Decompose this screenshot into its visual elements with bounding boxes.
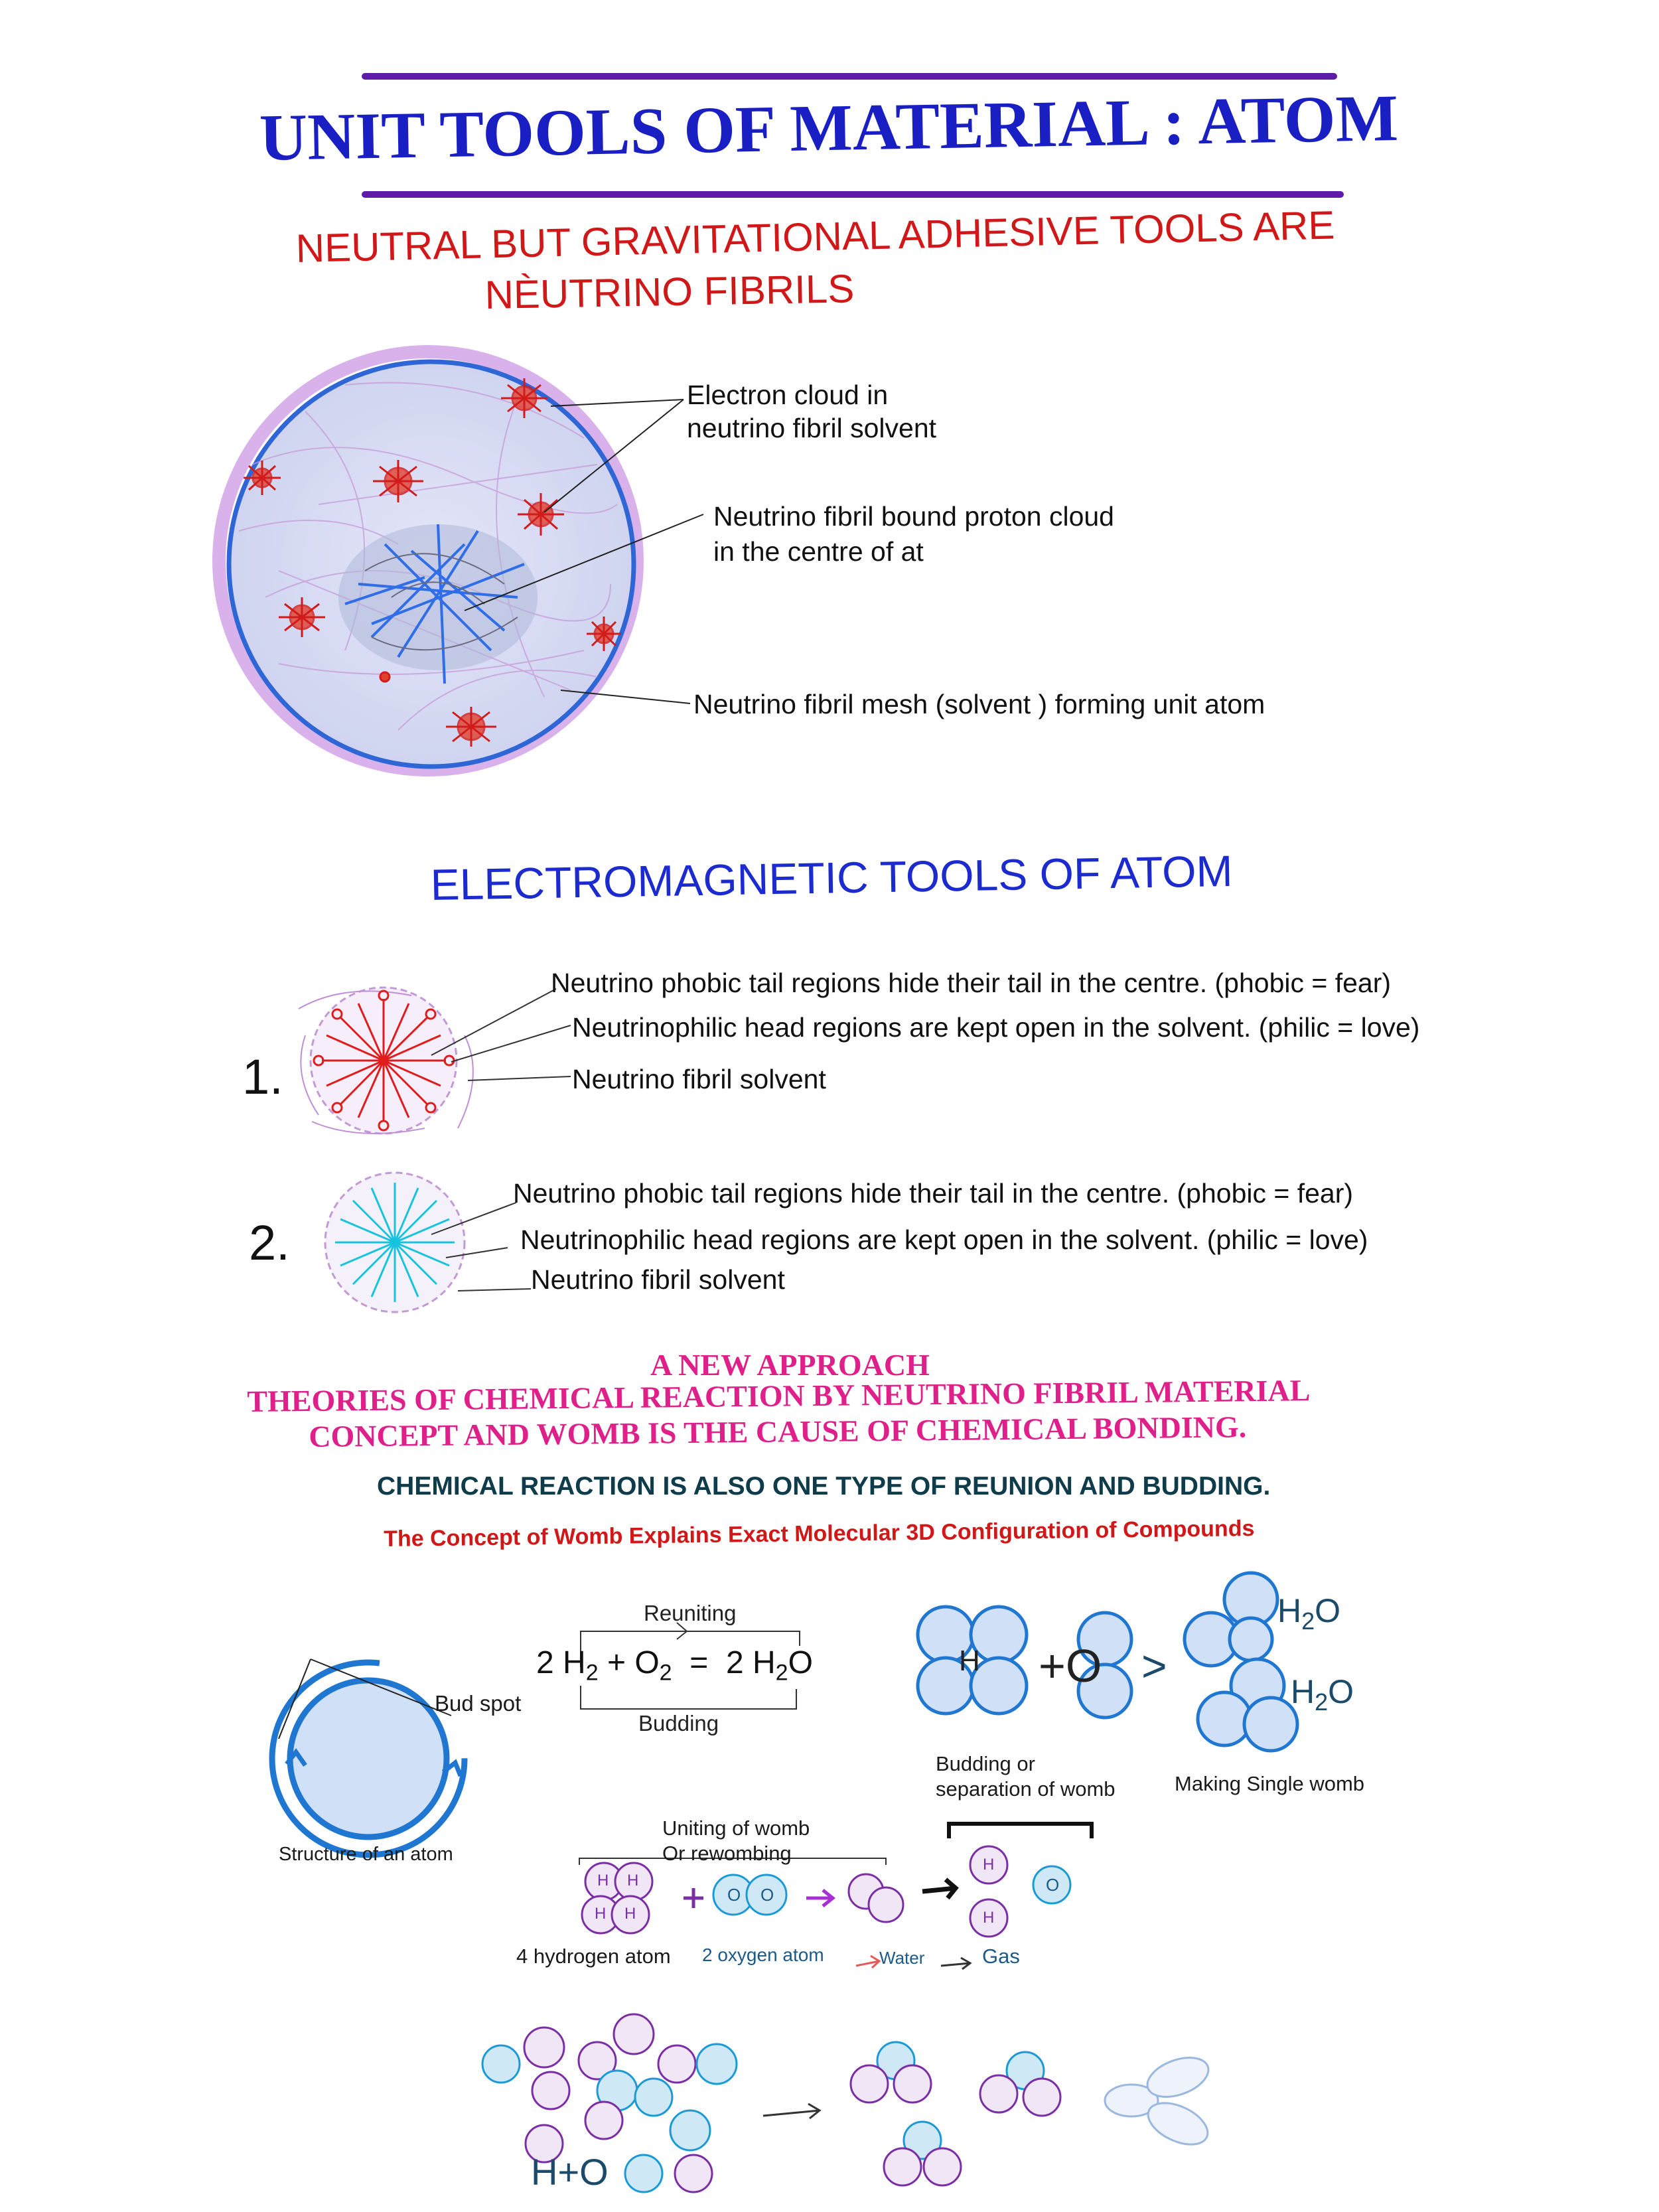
eq-o-right: O xyxy=(788,1645,813,1680)
em-item1-number: 1. xyxy=(242,1049,283,1104)
ho-mixture xyxy=(482,2014,737,2192)
eq-h2o-right: 2 H xyxy=(725,1645,776,1680)
label-fibril-mesh: Neutrino fibril mesh (solvent ) forming unit atom xyxy=(693,689,1265,719)
eq-sub-c: 2 xyxy=(775,1660,788,1686)
h2o-1-o: O xyxy=(1315,1592,1341,1629)
h2o-1-sub: 2 xyxy=(1301,1607,1315,1635)
water-products xyxy=(851,2042,1060,2185)
em-item2-line1: Neutrino phobic tail regions hide their tail in the centre. (phobic = fear) xyxy=(513,1178,1354,1209)
eq-sub-b: 2 xyxy=(659,1660,672,1686)
h-plus-o-label: H+O xyxy=(531,2151,609,2193)
h-cluster-label: H xyxy=(959,1645,980,1677)
h2o-2-sub: 2 xyxy=(1315,1688,1329,1716)
label-electron-cloud-2: neutrino fibril solvent xyxy=(687,413,937,443)
plus-o-label: +O xyxy=(1039,1640,1102,1692)
oxygen-label: 2 oxygen atom xyxy=(702,1945,824,1965)
em-item1-line2: Neutrinophilic head regions are kept open in the solvent. (philic = love) xyxy=(572,1012,1420,1043)
budding-bracket xyxy=(949,1824,1092,1838)
atom-letter-h: H xyxy=(983,1856,995,1874)
approach-line3: CONCEPT AND WOMB IS THE CAUSE OF CHEMICAL BONDING. xyxy=(309,1410,1247,1453)
atom-letter-h: H xyxy=(597,1872,609,1889)
womb-statement: The Concept of Womb Explains Exact Molecular 3D Configuration of Compounds xyxy=(384,1515,1255,1552)
atom-structure-drawing xyxy=(272,1659,465,1855)
budding-label-1: Budding or xyxy=(936,1752,1035,1775)
uniting-label-1: Uniting of womb xyxy=(662,1816,810,1840)
budding-label-2: separation of womb xyxy=(936,1777,1116,1801)
chemical-equation xyxy=(536,1645,813,1686)
atom-structure-caption: Structure of an atom xyxy=(279,1844,453,1865)
atom-letter-h: H xyxy=(627,1872,639,1889)
bud-spot-label: Bud spot xyxy=(435,1691,522,1716)
single-womb-label: Making Single womb xyxy=(1175,1772,1365,1795)
subtitle-line1: NEUTRAL BUT GRAVITATIONAL ADHESIVE TOOLS ARE xyxy=(295,202,1336,271)
h2o-2-o: O xyxy=(1328,1673,1354,1710)
atom-letter-h: H xyxy=(983,1909,995,1927)
atom-letter-o: O xyxy=(727,1885,741,1905)
label-electron-cloud-1: Electron cloud in xyxy=(687,380,889,410)
mixture-arrow xyxy=(763,2104,820,2118)
atom-letter-h: H xyxy=(595,1905,607,1923)
em-section-heading: ELECTROMAGNETIC TOOLS OF ATOM xyxy=(430,846,1234,909)
reaction-statement: CHEMICAL REACTION IS ALSO ONE TYPE OF REUNION AND BUDDING. xyxy=(377,1472,1271,1501)
atom-letter-o: O xyxy=(760,1885,774,1905)
em-item2-line2: Neutrinophilic head regions are kept open in the solvent. (philic = love) xyxy=(520,1224,1368,1255)
h2o-label-2 xyxy=(1291,1672,1354,1716)
water-shape-outline xyxy=(1105,2050,1214,2153)
gt-arrow: > xyxy=(1141,1641,1167,1690)
approach-line2: THEORIES OF CHEMICAL REACTION BY NEUTRINO FIBRIL MATERIAL xyxy=(247,1373,1311,1418)
subtitle-line2: NÈUTRINO FIBRILS xyxy=(484,266,855,317)
eq-reuniting-label: Reuniting xyxy=(644,1601,737,1625)
eq-h2-left: 2 H xyxy=(536,1645,586,1680)
label-proton-cloud-1: Neutrino fibril bound proton cloud xyxy=(713,501,1114,532)
eq-budding-label: Budding xyxy=(638,1711,719,1735)
hydrogen-label: 4 hydrogen atom xyxy=(516,1945,671,1968)
h2o-1-h: H xyxy=(1277,1592,1302,1629)
water-label: Water xyxy=(879,1948,925,1968)
gas-label: Gas xyxy=(982,1945,1020,1968)
em-item1-line1: Neutrino phobic tail regions hide their tail in the centre. (phobic = fear) xyxy=(551,968,1392,998)
label-proton-cloud-2: in the centre of at xyxy=(713,536,924,567)
h2o-2-h: H xyxy=(1291,1673,1315,1710)
eq-plus-o: + O xyxy=(607,1645,660,1680)
approach-line1: A NEW APPROACH xyxy=(650,1348,930,1382)
atom-letter-o: O xyxy=(1046,1875,1060,1895)
atom-letter-h: H xyxy=(624,1905,636,1923)
em-item1-line3: Neutrino fibril solvent xyxy=(572,1064,826,1094)
uniting-label-2: Or rewombing xyxy=(662,1842,792,1865)
em-item2-number: 2. xyxy=(249,1215,290,1270)
eq-sub-a: 2 xyxy=(585,1660,599,1686)
h2o-label-1 xyxy=(1277,1591,1340,1635)
eq-equals: = xyxy=(689,1645,709,1680)
page-title: UNIT TOOLS OF MATERIAL : ATOM xyxy=(259,81,1399,175)
em-item2-line3: Neutrino fibril solvent xyxy=(531,1264,785,1295)
